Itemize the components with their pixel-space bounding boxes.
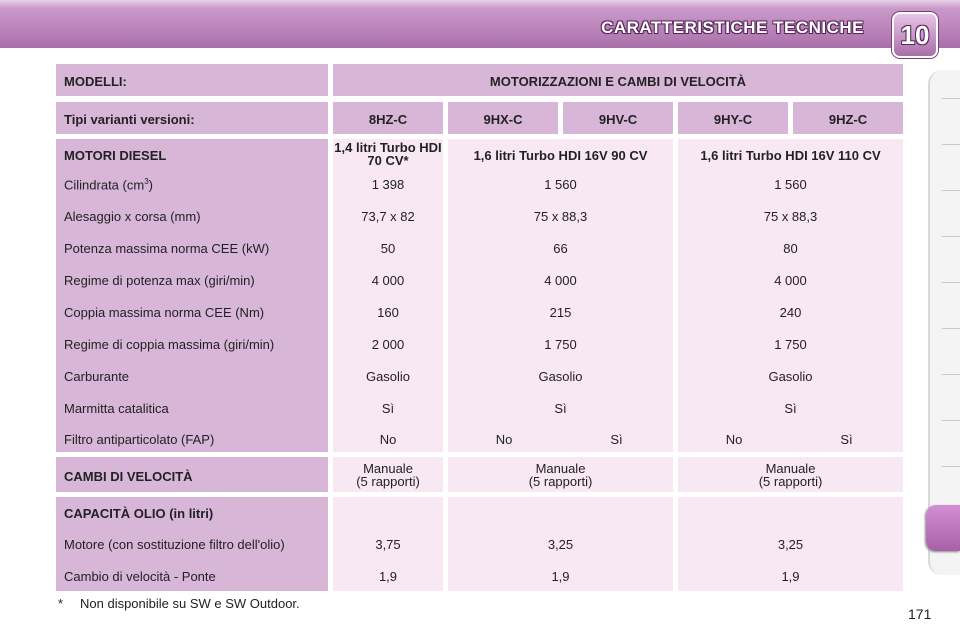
cambi-cell-1 bbox=[333, 457, 443, 492]
rail-tick bbox=[942, 282, 960, 283]
cambi-line2: (5 rapporti) bbox=[528, 474, 593, 489]
cell-value: 1,9 bbox=[781, 569, 800, 584]
row-label-motore-olio: Motore (con sostituzione filtro dell'olio) bbox=[64, 537, 285, 552]
rail-tick bbox=[942, 144, 960, 145]
rail-tick bbox=[942, 98, 960, 99]
row-label-alesaggio: Alesaggio x corsa (mm) bbox=[64, 209, 201, 224]
cambi-line1: Manuale bbox=[535, 461, 586, 476]
row-label-potenza: Potenza massima norma CEE (kW) bbox=[64, 241, 270, 256]
row-label-regime-potenza: Regime di potenza max (giri/min) bbox=[64, 273, 255, 288]
cell-value: Gasolio bbox=[538, 369, 583, 384]
variant-8hz-c: 8HZ-C bbox=[333, 102, 443, 134]
cambi-cell-3 bbox=[678, 457, 903, 492]
cell-value: 80 bbox=[783, 241, 798, 256]
page-number: 171 bbox=[908, 606, 932, 622]
capacita-olio-label: CAPACITÀ OLIO (in litri) bbox=[64, 506, 214, 521]
row-label-coppia: Coppia massima norma CEE (Nm) bbox=[64, 305, 265, 320]
row-label-regime-coppia: Regime di coppia massima (giri/min) bbox=[64, 337, 275, 352]
cell-value: Gasolio bbox=[768, 369, 813, 384]
cell-value: Sì bbox=[784, 401, 797, 416]
cell-value: 1 750 bbox=[544, 337, 577, 352]
rail-tick bbox=[942, 420, 960, 421]
engine-1-name: 1,4 litri Turbo HDI 70 CV* bbox=[334, 140, 442, 168]
cell-value: 4 000 bbox=[774, 273, 807, 288]
header-shine bbox=[0, 0, 960, 8]
cell-value: 215 bbox=[549, 305, 572, 320]
footnote-star: * bbox=[58, 596, 64, 611]
footnote bbox=[58, 596, 300, 611]
cambi-cell-2 bbox=[448, 457, 673, 492]
cambi-label: CAMBI DI VELOCITÀ bbox=[56, 457, 328, 492]
motori-diesel-label: MOTORI DIESEL bbox=[64, 148, 167, 163]
cell-value: 75 x 88,3 bbox=[763, 209, 818, 224]
cell-value: No bbox=[379, 432, 397, 447]
row-label-cambio-olio: Cambio di velocità - Ponte bbox=[64, 569, 216, 584]
row-label-cilindrata bbox=[64, 177, 153, 192]
cell-value: 66 bbox=[553, 241, 568, 256]
row-label-cilindrata-sup: 3 bbox=[144, 177, 149, 186]
cell-value: 4 000 bbox=[544, 273, 577, 288]
cell-value: Sì bbox=[554, 401, 567, 416]
rail-tick bbox=[942, 236, 960, 237]
cell-value: 1 560 bbox=[544, 177, 577, 192]
rail-tick bbox=[942, 466, 960, 467]
engine-2-name: 1,6 litri Turbo HDI 16V 90 CV bbox=[473, 148, 648, 163]
variant-9hy-c: 9HY-C bbox=[678, 102, 788, 134]
variant-9hz-c: 9HZ-C bbox=[793, 102, 903, 134]
row-label-cilindrata-text: Cilindrata (cm bbox=[64, 177, 145, 193]
row-label-carburante: Carburante bbox=[64, 369, 130, 384]
cell-value: 240 bbox=[779, 305, 802, 320]
row-label-marmitta: Marmitta catalitica bbox=[64, 401, 169, 416]
cell-value: 50 bbox=[380, 241, 396, 256]
modelli-label: MODELLI: bbox=[56, 64, 328, 96]
rail-tick bbox=[942, 190, 960, 191]
modelli-value: MOTORIZZAZIONI E CAMBI DI VELOCITÀ bbox=[333, 64, 903, 96]
cambi-line2: (5 rapporti) bbox=[758, 474, 823, 489]
cell-value: 1 560 bbox=[774, 177, 807, 192]
cell-value: 1 398 bbox=[371, 177, 405, 192]
side-navigation-rail bbox=[928, 70, 960, 575]
cell-value: 160 bbox=[377, 305, 399, 320]
engine-3-name: 1,6 litri Turbo HDI 16V 110 CV bbox=[700, 148, 881, 163]
cambi-line2: (5 rapporti) bbox=[356, 474, 420, 489]
cell-value: Sì bbox=[610, 432, 623, 447]
cell-value: 4 000 bbox=[371, 273, 405, 288]
row-label-cilindrata-end: ) bbox=[148, 177, 153, 193]
rail-tick bbox=[942, 374, 960, 375]
cell-value: No bbox=[725, 432, 743, 447]
cell-value: 1 750 bbox=[774, 337, 807, 352]
cell-value: 73,7 x 82 bbox=[361, 209, 415, 224]
footnote-text: Non disponibile su SW e SW Outdoor. bbox=[80, 596, 300, 611]
cell-value: Gasolio bbox=[365, 369, 411, 384]
cell-value: 1,9 bbox=[378, 569, 398, 584]
chapter-number-badge: 10 bbox=[892, 12, 938, 58]
variant-9hv-c: 9HV-C bbox=[563, 102, 673, 134]
cell-value: 75 x 88,3 bbox=[533, 209, 588, 224]
cell-value: 3,25 bbox=[547, 537, 574, 552]
rail-tick bbox=[942, 328, 960, 329]
cell-value: No bbox=[495, 432, 513, 447]
varianti-label: Tipi varianti versioni: bbox=[56, 102, 328, 134]
chapter-title: CARATTERISTICHE TECNICHE bbox=[601, 18, 864, 37]
cell-value: Sì bbox=[840, 432, 853, 447]
cambi-line1: Manuale bbox=[765, 461, 816, 476]
cell-value: 2 000 bbox=[371, 337, 405, 352]
cell-value: 3,75 bbox=[375, 537, 401, 552]
cell-value: 1,9 bbox=[551, 569, 570, 584]
cell-value: Sì bbox=[381, 401, 395, 416]
chapter-tab-active[interactable] bbox=[926, 505, 960, 551]
cell-value: 3,25 bbox=[777, 537, 804, 552]
cambi-line1: Manuale bbox=[363, 461, 413, 476]
row-label-fap: Filtro antiparticolato (FAP) bbox=[64, 432, 215, 447]
variant-9hx-c: 9HX-C bbox=[448, 102, 558, 134]
